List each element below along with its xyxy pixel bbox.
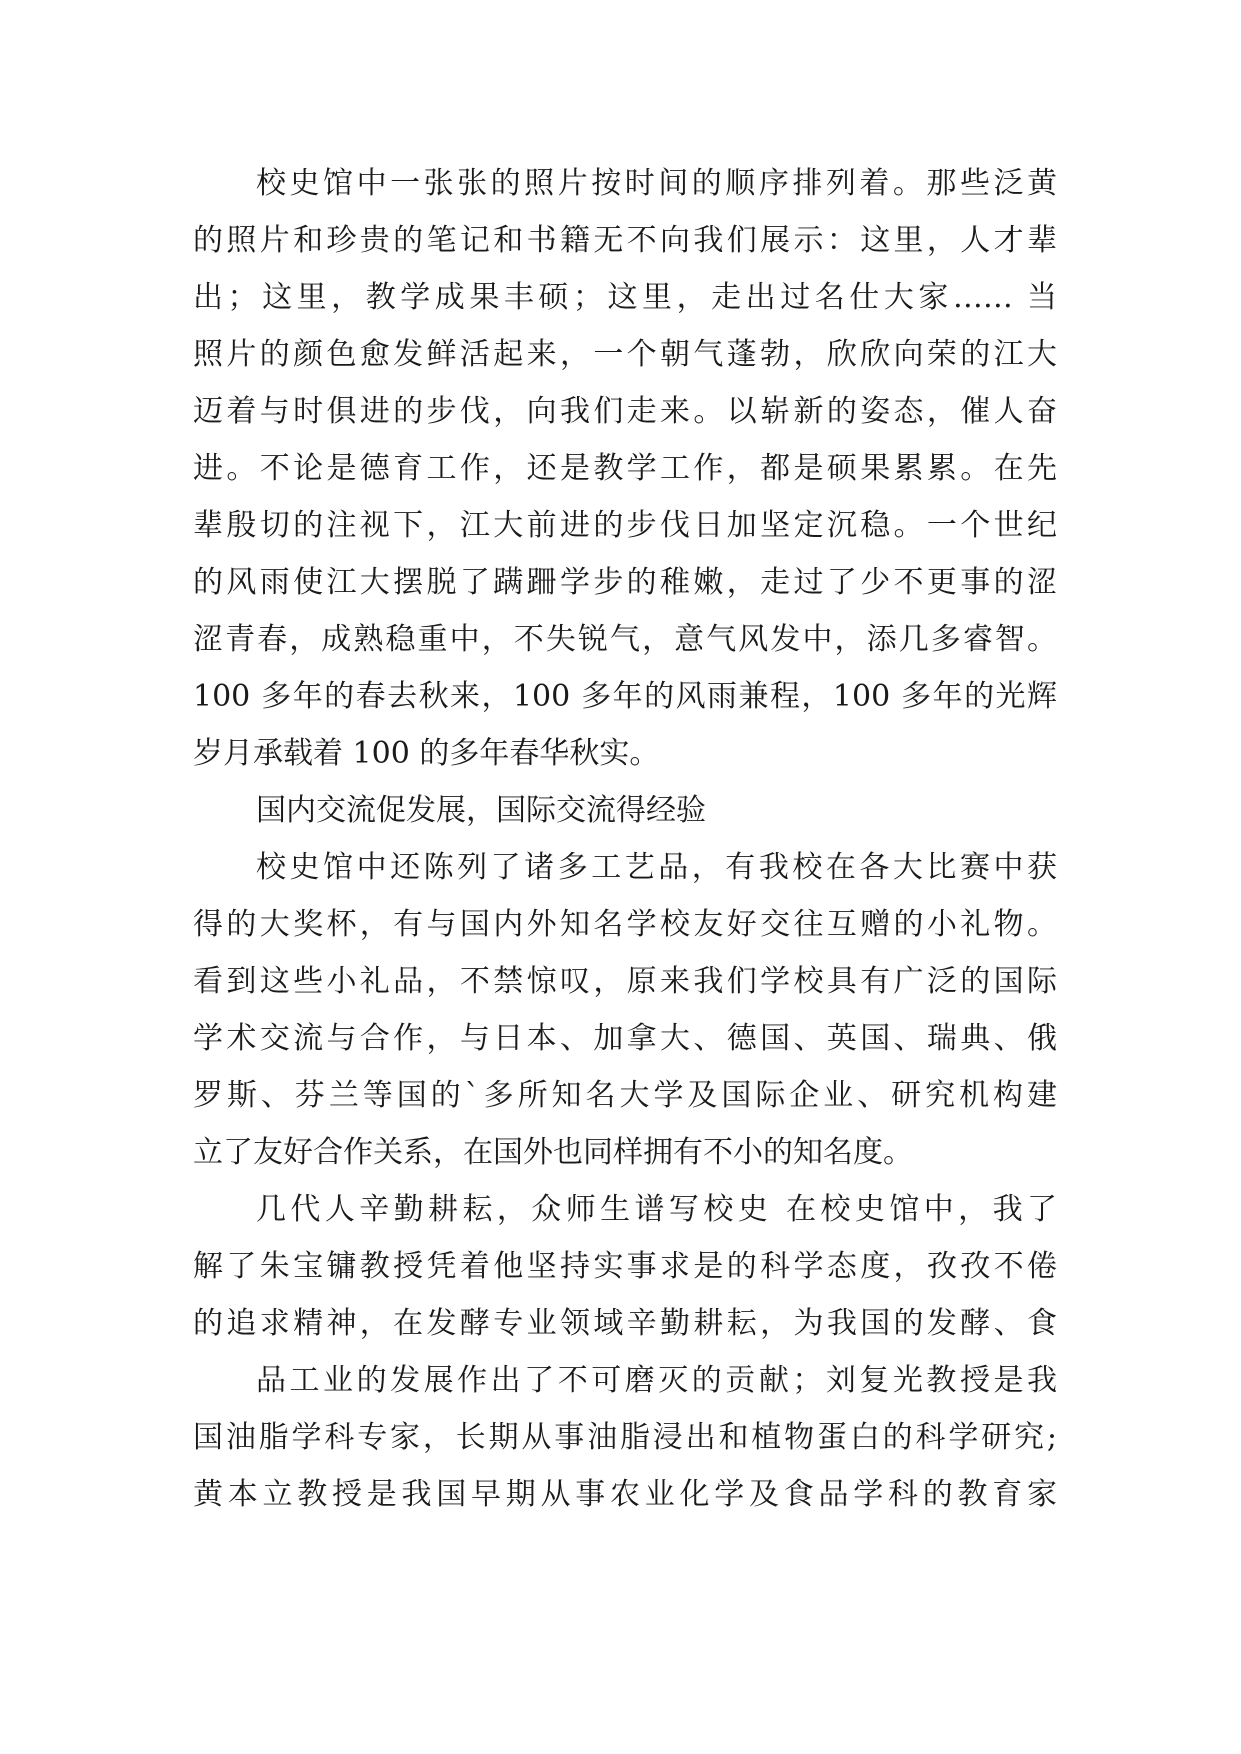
text-line-16: 学术交流与合作，与日本、加拿大、德国、英国、瑞典、俄 [193,1021,1057,1056]
text-line-7: 辈殷切的注视下，江大前进的步伐日加坚定沉稳。一个世纪 [193,508,1057,543]
text-line-1: 校史馆中一张张的照片按时间的顺序排列着。那些泛黄 [256,166,1057,201]
text-line-23: 国油脂学科专家，长期从事油脂浸出和植物蛋白的科学研究; [193,1420,1057,1455]
text-line-13: 校史馆中还陈列了诸多工艺品，有我校在各大比赛中获 [256,850,1057,885]
text-line-3: 出；这里，教学成果丰硕；这里，走出过名仕大家…… 当 [193,280,1057,315]
text-line-15: 看到这些小礼品，不禁惊叹，原来我们学校具有广泛的国际 [193,964,1057,999]
text-line-8: 的风雨使江大摆脱了蹒跚学步的稚嫩，走过了少不更事的涩 [193,565,1057,600]
text-line-20: 解了朱宝镛教授凭着他坚持实事求是的科学态度，孜孜不倦 [193,1249,1057,1284]
text-line-14: 得的大奖杯，有与国内外知名学校友好交往互赠的小礼物。 [193,907,1057,942]
text-line-9: 涩青春，成熟稳重中，不失锐气，意气风发中，添几多睿智。 [193,622,1057,657]
text-line-5: 迈着与时俱进的步伐，向我们走来。以崭新的姿态，催人奋 [193,394,1057,429]
text-line-21: 的追求精神，在发酵专业领域辛勤耕耘，为我国的发酵、食 [193,1306,1057,1341]
text-line-2: 的照片和珍贵的笔记和书籍无不向我们展示：这里，人才辈 [193,223,1057,258]
section-heading: 国内交流促发展，国际交流得经验 [256,793,706,828]
text-line-24: 黄本立教授是我国早期从事农业化学及食品学科的教育家 [193,1477,1057,1512]
text-line-22: 品工业的发展作出了不可磨灭的贡献；刘复光教授是我 [256,1363,1057,1398]
text-line-6: 进。不论是德育工作，还是教学工作，都是硕果累累。在先 [193,451,1057,486]
text-line-4: 照片的颜色愈发鲜活起来，一个朝气蓬勃，欣欣向荣的江大 [193,337,1057,372]
text-line-10: 100 多年的春去秋来，100 多年的风雨兼程，100 多年的光辉 [193,679,1057,714]
text-line-17: 罗斯、芬兰等国的`多所知名大学及国际企业、研究机构建 [193,1078,1057,1113]
text-line-19: 几代人辛勤耕耘，众师生谱写校史 在校史馆中，我了 [256,1192,1057,1227]
text-line-11: 岁月承载着 100 的多年春华秋实。 [193,736,660,771]
text-line-18: 立了友好合作关系，在国外也同样拥有不小的知名度。 [193,1135,913,1170]
